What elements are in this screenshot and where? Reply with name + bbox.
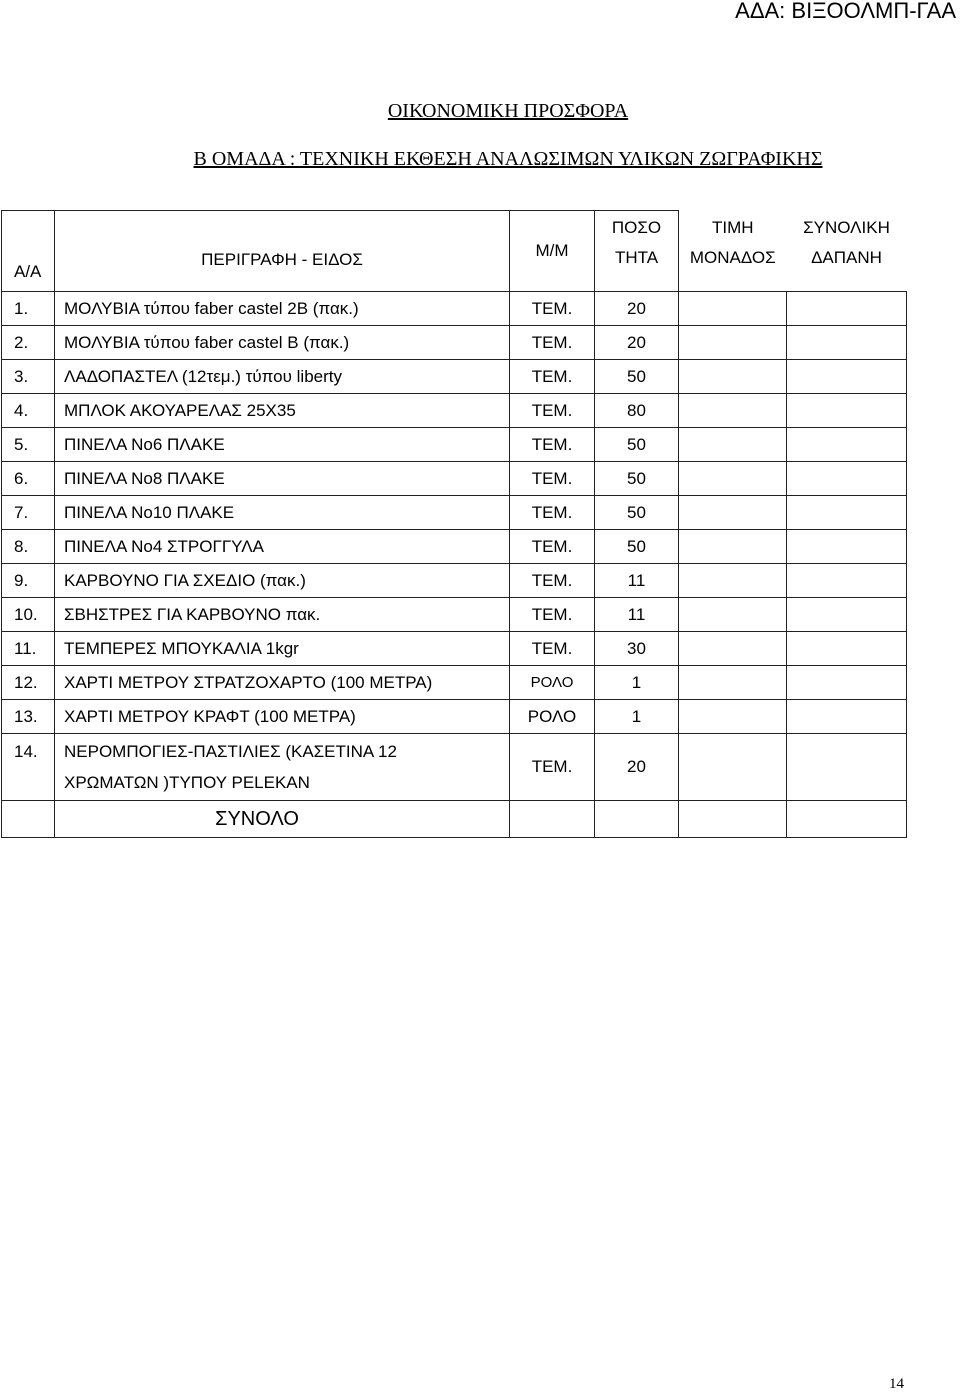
- row-number: 1.: [2, 292, 55, 326]
- table-row: [2, 360, 907, 394]
- row-quantity: 20: [595, 326, 679, 360]
- row-unit-price: [679, 496, 787, 530]
- row-unit-price: [679, 326, 787, 360]
- row-unit: ΤΕΜ.: [510, 292, 595, 326]
- row-unit: ΤΕΜ.: [510, 598, 595, 632]
- row-number: 9.: [2, 564, 55, 598]
- row-total-cost: [787, 394, 907, 428]
- row-unit: ΤΕΜ.: [510, 462, 595, 496]
- header-quantity-line1: ΠΟΣΟ: [611, 218, 662, 237]
- row-total-cost: [787, 462, 907, 496]
- row-unit: ΤΕΜ.: [510, 530, 595, 564]
- row-total-cost: [787, 530, 907, 564]
- row-number: 7.: [2, 496, 55, 530]
- table-row: [2, 292, 907, 326]
- row-description: ΣΒΗΣΤΡΕΣ ΓΙΑ ΚΑΡΒΟΥΝΟ πακ.: [55, 598, 510, 632]
- row-description: ΧΑΡΤΙ ΜΕΤΡΟΥ ΣΤΡΑΤΖΟΧΑΡΤΟ (100 ΜΕΤΡΑ): [55, 666, 510, 700]
- row-quantity: 80: [595, 394, 679, 428]
- row-unit: ΤΕΜ.: [510, 428, 595, 462]
- row-quantity: 11: [595, 564, 679, 598]
- row-unit: ΤΕΜ.: [510, 564, 595, 598]
- row-total-cost: [787, 326, 907, 360]
- row-number: 13.: [2, 700, 55, 734]
- total-amount: [787, 801, 907, 838]
- page-subtitle: Β ΟΜΑΔΑ : ΤΕΧΝΙΚΗ ΕΚΘΕΣΗ ΑΝΑΛΩΣΙΜΩΝ ΥΛΙΚΩΝ ΖΩΓΡΑΦΙΚΗΣ: [193, 148, 823, 170]
- row-description: ΜΟΛΥΒΙΑ τύπου faber castel 2B (πακ.): [55, 292, 510, 326]
- row-number: 11.: [2, 632, 55, 666]
- row-unit-price: [679, 598, 787, 632]
- header-aa: Α/Α: [2, 211, 55, 292]
- row-quantity: 50: [595, 462, 679, 496]
- row-unit: ΡΟΛΟ: [510, 666, 595, 700]
- row-unit: ΤΕΜ.: [510, 734, 595, 801]
- row-description: ΧΑΡΤΙ ΜΕΤΡΟΥ ΚΡΑΦΤ (100 ΜΕΤΡΑ): [55, 700, 510, 734]
- table-row: [2, 700, 907, 734]
- header-unit: Μ/Μ: [510, 211, 595, 292]
- table-row: [2, 632, 907, 666]
- row-unit-price: [679, 428, 787, 462]
- row-unit-price: [679, 666, 787, 700]
- table-row: [2, 428, 907, 462]
- row-unit: ΤΕΜ.: [510, 632, 595, 666]
- total-row-unit-price: [679, 801, 787, 838]
- row-description-line2: ΧΡΩΜΑΤΩΝ )ΤΥΠΟΥ PELEKAN: [64, 773, 310, 792]
- row-total-cost: [787, 598, 907, 632]
- total-row-blank: [2, 801, 55, 838]
- row-unit-price: [679, 700, 787, 734]
- row-quantity: 20: [595, 734, 679, 801]
- row-description: ΚΑΡΒΟΥΝΟ ΓΙΑ ΣΧΕΔΙΟ (πακ.): [55, 564, 510, 598]
- row-description: ΤΕΜΠΕΡΕΣ ΜΠΟΥΚΑΛΙΑ 1kgr: [55, 632, 510, 666]
- row-total-cost: [787, 360, 907, 394]
- header-total-cost-line2: ΔΑΠΑΝΗ: [811, 247, 882, 267]
- header-total-cost: [787, 211, 907, 292]
- total-row-quantity: [595, 801, 679, 838]
- row-description: ΠΙΝΕΛΑ Νο4 ΣΤΡΟΓΓΥΛΑ: [55, 530, 510, 564]
- total-label: ΣΥΝΟΛΟ: [55, 801, 510, 838]
- row-quantity: 30: [595, 632, 679, 666]
- row-quantity: 1: [595, 666, 679, 700]
- row-unit: ΡΟΛΟ: [510, 700, 595, 734]
- table-row: [2, 394, 907, 428]
- row-description: ΜΠΛΟΚ ΑΚΟΥΑΡΕΛΑΣ 25Χ35: [55, 394, 510, 428]
- header-description: ΠΕΡΙΓΡΑΦΗ - ΕΙΔΟΣ: [55, 211, 510, 292]
- table-row: [2, 564, 907, 598]
- row-total-cost: [787, 292, 907, 326]
- row-total-cost: [787, 632, 907, 666]
- row-number: 4.: [2, 394, 55, 428]
- row-number: 12.: [2, 666, 55, 700]
- page-title: ΟΙΚΟΝΟΜΙΚΗ ΠΡΟΣΦΟΡΑ: [387, 100, 629, 122]
- row-unit-price: [679, 632, 787, 666]
- row-total-cost: [787, 734, 907, 801]
- offer-table: [1, 210, 907, 838]
- header-quantity: [595, 211, 679, 292]
- table-row: [2, 530, 907, 564]
- row-unit-price: [679, 360, 787, 394]
- total-row: [2, 801, 907, 838]
- row-description-line1: ΝΕΡΟΜΠΟΓΙΕΣ-ΠΑΣΤΙΛΙΕΣ (ΚΑΣΕΤΙΝΑ 12: [64, 742, 397, 761]
- row-unit: ΤΕΜ.: [510, 394, 595, 428]
- page-number: 14: [889, 1376, 904, 1392]
- row-unit: ΤΕΜ.: [510, 326, 595, 360]
- row-total-cost: [787, 564, 907, 598]
- row-quantity: 50: [595, 530, 679, 564]
- header-unit-price: [679, 211, 787, 292]
- row-description: [55, 734, 510, 801]
- row-unit-price: [679, 394, 787, 428]
- row-total-cost: [787, 428, 907, 462]
- row-number: 6.: [2, 462, 55, 496]
- row-quantity: 50: [595, 496, 679, 530]
- row-description: ΠΙΝΕΛΑ Νο6 ΠΛΑΚΕ: [55, 428, 510, 462]
- total-row-unit: [510, 801, 595, 838]
- row-description: ΠΙΝΕΛΑ Νο8 ΠΛΑΚΕ: [55, 462, 510, 496]
- header-quantity-line2: ΤΗΤΑ: [614, 248, 659, 267]
- row-quantity: 20: [595, 292, 679, 326]
- row-total-cost: [787, 666, 907, 700]
- row-description: ΛΑΔΟΠΑΣΤΕΛ (12τεμ.) τύπου liberty: [55, 360, 510, 394]
- row-unit-price: [679, 530, 787, 564]
- row-number: 2.: [2, 326, 55, 360]
- row-quantity: 11: [595, 598, 679, 632]
- header-row: [2, 211, 907, 292]
- row-number: 3.: [2, 360, 55, 394]
- table-row: [2, 462, 907, 496]
- row-description: ΠΙΝΕΛΑ Νο10 ΠΛΑΚΕ: [55, 496, 510, 530]
- table-row: [2, 734, 907, 801]
- row-total-cost: [787, 700, 907, 734]
- row-quantity: 50: [595, 428, 679, 462]
- row-unit-price: [679, 564, 787, 598]
- row-unit-price: [679, 292, 787, 326]
- table-row: [2, 326, 907, 360]
- table-row: [2, 496, 907, 530]
- row-unit: ΤΕΜ.: [510, 360, 595, 394]
- table-row: [2, 598, 907, 632]
- ada-code: ΑΔΑ: ΒΙΞΟΟΛΜΠ-ΓΑΑ: [735, 0, 956, 23]
- row-number: 10.: [2, 598, 55, 632]
- row-number: 5.: [2, 428, 55, 462]
- row-unit: ΤΕΜ.: [510, 496, 595, 530]
- row-quantity: 1: [595, 700, 679, 734]
- row-total-cost: [787, 496, 907, 530]
- header-total-cost-line1: ΣΥΝΟΛΙΚΗ: [803, 217, 890, 237]
- row-quantity: 50: [595, 360, 679, 394]
- header-unit-price-line1: ΤΙΜΗ: [711, 217, 754, 237]
- row-description: ΜΟΛΥΒΙΑ τύπου faber castel B (πακ.): [55, 326, 510, 360]
- header-unit-price-line2: ΜΟΝΑΔΟΣ: [689, 247, 776, 267]
- row-unit-price: [679, 462, 787, 496]
- row-unit-price: [679, 734, 787, 801]
- row-number: 14.: [2, 734, 55, 801]
- table-row: [2, 666, 907, 700]
- row-number: 8.: [2, 530, 55, 564]
